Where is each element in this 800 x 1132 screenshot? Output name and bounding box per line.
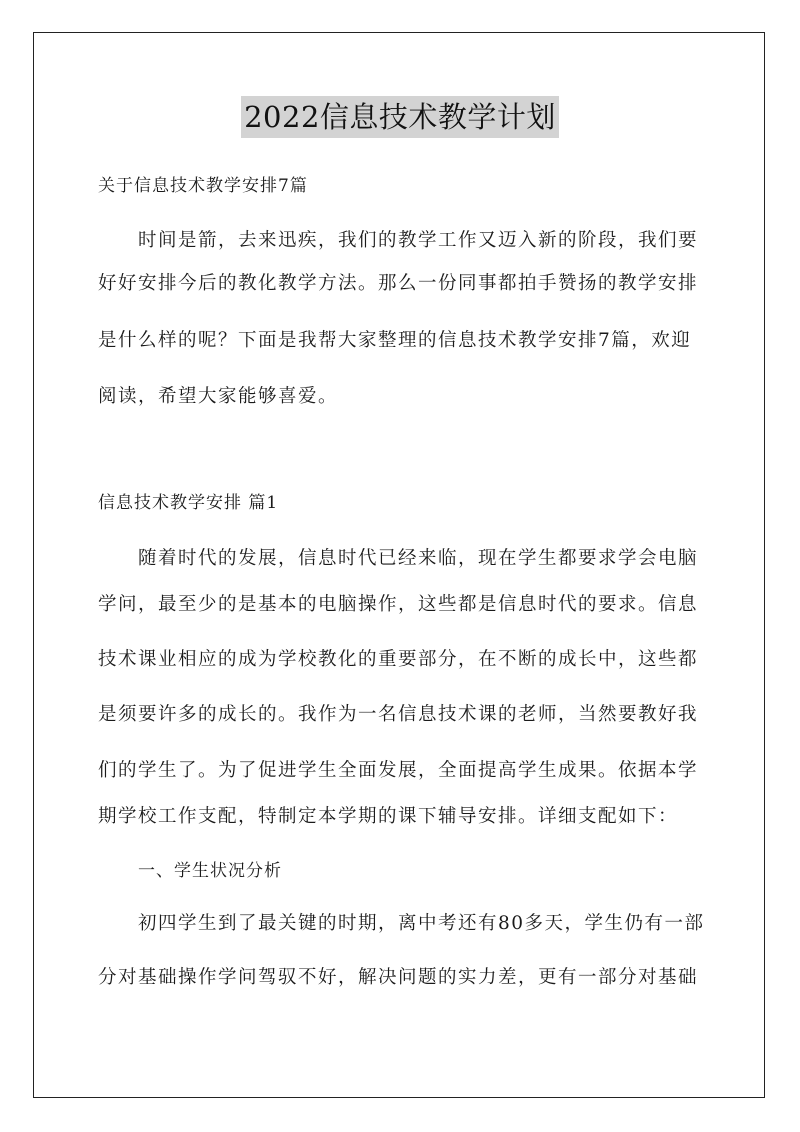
- section-line-5: 们的学生了。为了促进学生全面发展，全面提高学生成果。依据本学: [98, 760, 699, 781]
- intro-line-4: 阅读，希望大家能够喜爱。: [98, 386, 339, 407]
- section-line-1: 随着时代的发展，信息时代已经来临，现在学生都要求学会电脑: [138, 548, 699, 569]
- intro-line-3: 是什么样的呢？下面是我帮大家整理的信息技术教学安排7篇，欢迎: [98, 330, 692, 351]
- section-heading: 信息技术教学安排 篇1: [98, 493, 279, 513]
- section-line-2: 学问，最至少的是基本的电脑操作，这些都是信息时代的要求。信息: [98, 594, 699, 615]
- intro-line-2: 好好安排今后的教化教学方法。那么一份同事都拍手赞扬的教学安排: [98, 273, 699, 294]
- document-title: 2022信息技术教学计划: [241, 96, 559, 138]
- subsection-heading: 一、学生状况分析: [138, 861, 282, 881]
- document-subtitle: 关于信息技术教学安排7篇: [98, 176, 308, 196]
- title-container: [0, 96, 800, 138]
- section-line-4: 是须要许多的成长的。我作为一名信息技术课的老师，当然要教好我: [98, 704, 699, 725]
- intro-line-1: 时间是箭，去来迅疾，我们的教学工作又迈入新的阶段，我们要: [138, 230, 699, 251]
- subsection-line-1: 初四学生到了最关键的时期，离中考还有80多天，学生仍有一部: [138, 913, 705, 934]
- section-line-3: 技术课业相应的成为学校教化的重要部分，在不断的成长中，这些都: [98, 649, 699, 670]
- section-line-6: 期学校工作支配，特制定本学期的课下辅导安排。详细支配如下：: [98, 806, 679, 827]
- subsection-line-2: 分对基础操作学问驾驭不好，解决问题的实力差，更有一部分对基础: [98, 967, 699, 988]
